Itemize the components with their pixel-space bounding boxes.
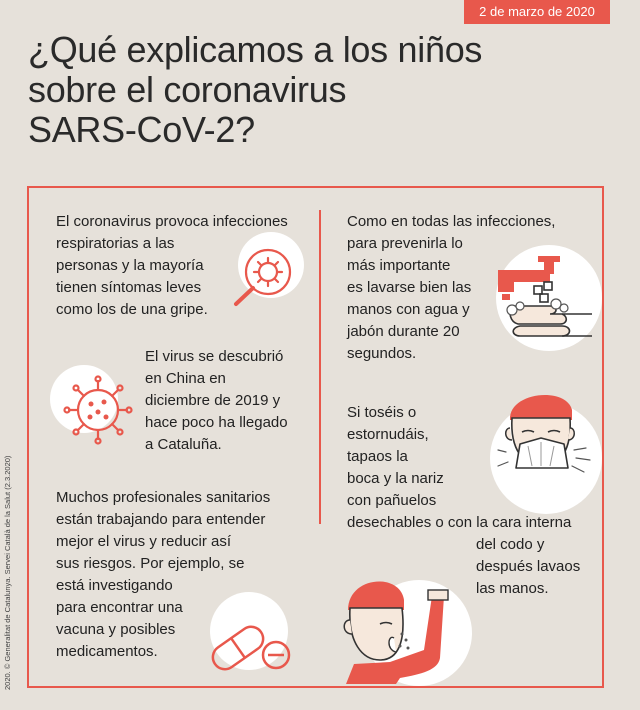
handwashing-icon: [490, 252, 600, 352]
text-line: está investigando: [56, 577, 173, 594]
text-line: tapaos la: [347, 448, 408, 465]
text-line: Muchos profesionales sanitarios: [56, 489, 271, 506]
pills-icon: [198, 610, 298, 678]
text-line: estornudáis,: [347, 426, 429, 443]
text-line: sus riesgos. Por ejemplo, se: [56, 555, 245, 572]
text-line: vacuna y posibles: [56, 621, 176, 638]
text-line: boca y la nariz: [347, 470, 444, 487]
text-line: a Cataluña.: [145, 436, 222, 453]
cough-elbow-icon: [340, 566, 460, 686]
title-line-1: ¿Qué explicamos a los niños: [28, 29, 483, 70]
sneeze-tissue-icon: [496, 380, 600, 484]
text-line: desechables o con la cara interna: [347, 514, 572, 531]
date-badge: 2 de marzo de 2020: [464, 0, 610, 24]
text-line: diciembre de 2019 y: [145, 392, 281, 409]
text-line: del codo y: [476, 536, 545, 553]
text-line: como los de una gripe.: [56, 301, 208, 318]
text-line: hace poco ha llegado: [145, 414, 288, 431]
text-line: personas y la mayoría: [56, 257, 204, 274]
virus-icon: [60, 372, 136, 448]
text-line: segundos.: [347, 345, 417, 362]
text-line: respiratorias a las: [56, 235, 175, 252]
text-line: manos con agua y: [347, 301, 470, 318]
text-line: mejor el virus y reducir así: [56, 533, 232, 550]
text-line: para encontrar una: [56, 599, 183, 616]
text-line: jabón durante 20: [347, 323, 460, 340]
virus-magnifier-icon: [216, 242, 306, 316]
text-line: en China en: [145, 370, 226, 387]
text-line: están trabajando para entender: [56, 511, 266, 528]
text-line: medicamentos.: [56, 643, 158, 660]
text-line: El coronavirus provoca infecciones: [56, 213, 288, 230]
text-line: con pañuelos: [347, 492, 437, 509]
credit-text: 2020. © Generalitat de Catalunya. Servei Català de la Salut (2.3.2020): [3, 455, 12, 690]
text-line: después lavaos: [476, 558, 581, 575]
text-line: las manos.: [476, 580, 549, 597]
text-line: tienen síntomas leves: [56, 279, 202, 296]
text-line: más importante: [347, 257, 451, 274]
title-line-2: sobre el coronavirus: [28, 69, 347, 110]
text-line: El virus se descubrió: [145, 348, 284, 365]
text-line: Si toséis o: [347, 404, 417, 421]
text-line: Como en todas las infecciones,: [347, 213, 556, 230]
title-line-3: SARS-CoV-2?: [28, 109, 255, 150]
column-divider: [319, 210, 321, 524]
left-text-block-2: [145, 346, 288, 456]
page-title: [28, 30, 482, 150]
text-line: es lavarse bien las: [347, 279, 472, 296]
text-line: para prevenirla lo: [347, 235, 463, 252]
